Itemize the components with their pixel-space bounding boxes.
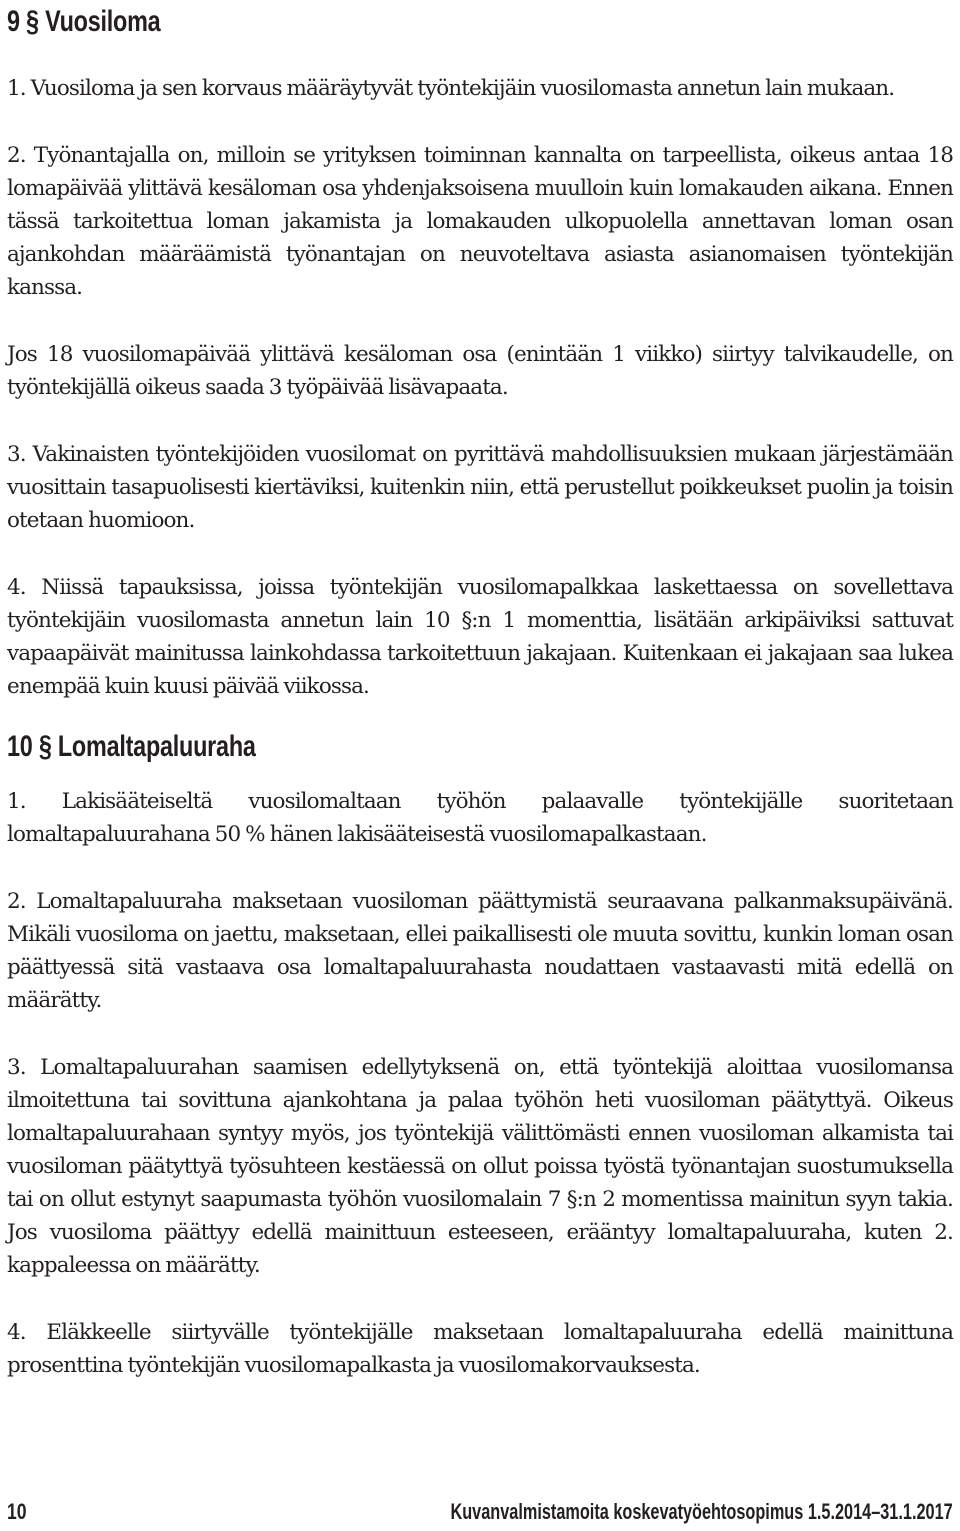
page-number: 10 bbox=[7, 1499, 27, 1524]
section-9-heading: 9 § Vuosiloma bbox=[7, 5, 161, 38]
section-10-paragraph-2: 2. Lomaltapaluuraha maksetaan vuosiloman päättymistä seuraavana palkanmaksupäivänä. Mikäli vuosiloma on jaettu, maksetaan, ellei paikallisesti ole muuta sovittu, kunkin loman osan päättyessä sitä vastaava osa lomaltapaluurahasta noudattaen vastaavasti mitä edellä on määrätty. bbox=[7, 889, 953, 1013]
section-9-paragraph-2-continued: Jos 18 vuosilomapäivää ylittävä kesäloman osa (enintään 1 viikko) siirtyy talvikaudelle, on työntekijällä oikeus saada 3 työpäivää lisävapaata. bbox=[7, 342, 953, 400]
section-9-paragraph-2: 2. Työnantajalla on, milloin se yrityksen toiminnan kannalta on tarpeellista, oikeus antaa 18 lomapäivää ylittävä kesäloman osa yhdenjaksoisena muulloin kuin lomakauden aikana. Ennen tässä tarkoitettua loman jakamista ja lomakauden ulkopuolella annettavan loman osan ajankohdan määräämistä työnantajan on neuvoteltava asiasta asianomaisen työntekijän kanssa. bbox=[7, 143, 953, 300]
section-9-paragraph-1: 1. Vuosiloma ja sen korvaus määräytyvät työntekijäin vuosilomasta annetun lain mukaan. bbox=[7, 76, 895, 101]
page-footer bbox=[7, 1496, 953, 1528]
section-9-paragraph-4: 4. Niissä tapauksissa, joissa työntekijän vuosilomapalkkaa laskettaessa on sovellettava työntekijäin vuosilomasta annetun lain 10 §:n 1 momenttia, lisätään arkipäiviksi sattuvat vapaapäivät mainitussa lainkohdassa tarkoitettuun jakajaan. Kuitenkaan ei jakajaan saa lukea enempää kuin kuusi päivää viikossa. bbox=[7, 575, 953, 699]
section-10-paragraph-1: 1. Lakisääteiseltä vuosilomaltaan työhön palaavalle työntekijälle suoritetaan lomaltapaluurahana 50 % hänen lakisääteisestä vuosilomapalkastaan. bbox=[7, 789, 953, 847]
section-9-paragraph-3: 3. Vakinaisten työntekijöiden vuosilomat on pyrittävä mahdollisuuksien mukaan järjestämään vuosittain tasapuolisesti kiertäviksi, kuitenkin niin, että perustellut poikkeukset puolin ja toisin otetaan huomioon. bbox=[7, 442, 953, 533]
section-10-paragraph-4: 4. Eläkkeelle siirtyvälle työntekijälle maksetaan lomaltapaluuraha edellä mainittuna prosenttina työntekijän vuosilomapalkasta ja vuosilomakorvauksesta. bbox=[7, 1320, 953, 1378]
section-10-heading: 10 § Lomaltapaluuraha bbox=[7, 730, 256, 763]
document-page bbox=[7, 0, 953, 1382]
document-title: Kuvanvalmistamoita koskevatyöehtosopimus 1.5.2014–31.1.2017 bbox=[450, 1499, 953, 1524]
section-10-paragraph-3: 3. Lomaltapaluurahan saamisen edellytyksenä on, että työntekijä aloittaa vuosilomansa ilmoitettuna tai sovittuna ajankohtana ja palaa työhön heti vuosiloman päätyttyä. Oikeus lomaltapaluurahaan syntyy myös, jos työntekijä välittömästi ennen vuosiloman alkamista tai vuosiloman päätyttyä työsuhteen kestäessä on ollut poissa työstä työnantajan suostumuksella tai on ollut estynyt saapumasta työhön vuosilomalain 7 §:n 2 momentissa mainitun syyn takia. Jos vuosiloma päättyy edellä mainittuun esteeseen, erääntyy lomaltapaluuraha, kuten 2. kappaleessa on määrätty. bbox=[7, 1055, 953, 1278]
